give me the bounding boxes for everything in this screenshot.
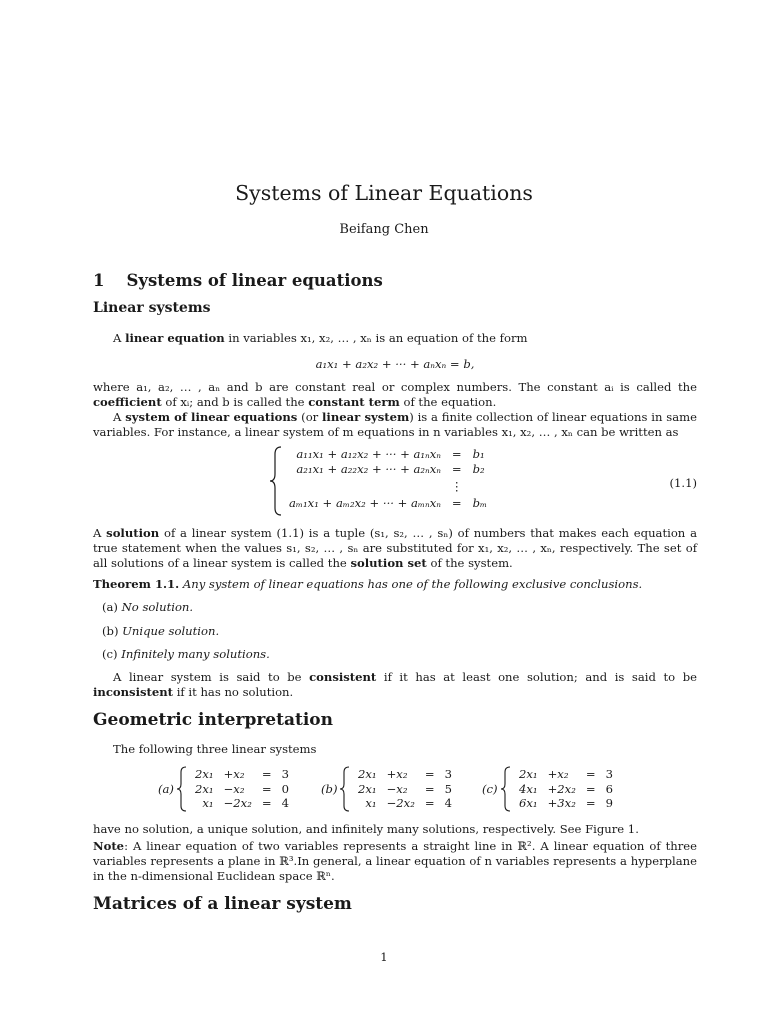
system-equations-table [284, 447, 492, 511]
term: 2x₁ [358, 781, 377, 796]
term: −x₂ [223, 781, 245, 796]
system-label: (a) [158, 782, 174, 796]
rhs: 5 [444, 781, 452, 796]
rhs: 3 [444, 767, 452, 781]
text: of the equation. [399, 395, 497, 410]
system-row [284, 496, 492, 511]
term-solution-set: solution set [350, 556, 427, 571]
term: x₁ [202, 796, 214, 810]
term: 4x₁ [519, 781, 538, 796]
term: 6x₁ [519, 796, 538, 810]
system-row [284, 447, 492, 462]
theorem-item-a [102, 600, 193, 615]
term-linear-equation: linear equation [125, 331, 225, 345]
system-label: (b) [321, 782, 338, 796]
text: of xᵢ; and b is called the [161, 395, 309, 410]
text: in variables x₁, x₂, … , xₙ is an equation of the form [224, 331, 528, 345]
paragraph-note [93, 839, 697, 885]
text: A linear system is said to be [113, 670, 310, 684]
rhs: 6 [605, 781, 613, 796]
term: −2x₂ [386, 796, 415, 810]
theorem-item-b [102, 624, 219, 639]
rhs: 0 [281, 781, 289, 796]
system-row [190, 767, 294, 782]
term-coefficient: coefficient [93, 395, 162, 410]
theorem-item-c [102, 647, 270, 662]
equals: = [451, 461, 462, 476]
note-text: : A linear equation of two variables represents a straight line in ℝ². A linear equation of three variables represents a plane in ℝ³.In general, a linear equation of n variables represents a hyperplane in the n-dimensional Euclidean space ℝⁿ. [93, 839, 697, 884]
equation-label: (1.1) [669, 476, 697, 490]
item-marker: (b) [102, 624, 119, 638]
equation-linear-form: a₁x₁ + a₂x₂ + ··· + aₙxₙ = b, [315, 357, 475, 371]
term: −x₂ [386, 781, 408, 796]
vertical-dots: ⋮ [450, 479, 463, 493]
text: A [93, 526, 107, 540]
author-name: Beifang Chen [339, 222, 429, 237]
system-row-vdots [284, 476, 492, 496]
system-row [353, 782, 457, 797]
term-linear-system: linear system [322, 410, 410, 424]
equals: = [424, 796, 435, 810]
text: of the system. [426, 556, 513, 571]
system-table [514, 767, 618, 811]
section-1-heading [93, 271, 383, 291]
equals: = [451, 447, 462, 461]
rhs: b₂ [472, 461, 485, 476]
note-label: Note [93, 839, 125, 853]
lhs: a₁₁x₁ + a₁₂x₂ + ··· + a₁ₙxₙ [296, 447, 441, 461]
general-linear-system [270, 446, 510, 516]
term-inconsistent: inconsistent [93, 685, 174, 700]
theorem-label: Theorem 1.1. [93, 577, 180, 591]
term-constant-term: constant term [308, 395, 400, 410]
section-title: Systems of linear equations [126, 271, 383, 290]
system-label: (c) [482, 782, 498, 796]
rhs: 3 [281, 767, 289, 781]
term: 2x₁ [195, 781, 214, 796]
term: +x₂ [547, 767, 569, 781]
paragraph-solution [93, 526, 697, 572]
system-row [353, 796, 457, 811]
item-text: Infinitely many solutions. [121, 647, 270, 661]
paragraph-consistent [93, 670, 697, 700]
left-brace-icon [500, 766, 512, 812]
equals: = [424, 781, 435, 796]
lhs: a₂₁x₁ + a₂₂x₂ + ··· + a₂ₙxₙ [296, 461, 441, 476]
term: −2x₂ [223, 796, 252, 810]
text: where a₁, a₂, … , aₙ and b are constant real or complex numbers. The constant aᵢ is called the [93, 380, 697, 394]
text: of a linear system (1.1) is a tuple (s₁, s₂, … , sₙ) of numbers that makes each equation a true statement when the values s₁, s₂, … , sₙ are substituted for x₁, x₂, … , xₙ, respectively. The set of all solutions of a linear system is called the [93, 526, 697, 571]
lhs [284, 476, 446, 496]
section-geometric-interpretation: Geometric interpretation [93, 710, 333, 730]
item-text: No solution. [121, 600, 194, 614]
term-consistent: consistent [309, 670, 377, 684]
rhs: bₘ [472, 496, 488, 510]
lhs: aₘ₁x₁ + aₘ₂x₂ + ··· + aₘₙxₙ [289, 496, 441, 510]
rhs: 4 [444, 796, 452, 810]
text: if it has no solution. [173, 685, 294, 700]
rhs: 3 [605, 767, 613, 781]
left-brace-icon [270, 446, 284, 516]
term: +x₂ [386, 767, 408, 781]
paper-title: Systems of Linear Equations [235, 181, 533, 205]
theorem-1-1 [93, 577, 697, 592]
system-table [190, 767, 294, 811]
text: ) is a finite collection of linear equations in same variables. For instance, a linear system of m equations in n variables x₁, x₂, … , xₙ can be written as [93, 410, 697, 440]
system-row [190, 782, 294, 797]
equals: = [424, 767, 435, 781]
rhs: 4 [281, 796, 289, 810]
rhs [468, 476, 493, 496]
paragraph-three-systems: The following three linear systems [113, 742, 317, 756]
subsection-linear-systems: Linear systems [93, 300, 211, 316]
term: 2x₁ [358, 767, 377, 781]
section-matrices: Matrices of a linear system [93, 894, 352, 914]
left-brace-icon [176, 766, 188, 812]
section-number: 1 [93, 271, 105, 290]
system-row [514, 796, 618, 811]
equals: = [585, 767, 596, 781]
system-table [353, 767, 457, 811]
system-row [284, 462, 492, 477]
theorem-statement: Any system of linear equations has one of the following exclusive conclusions. [179, 577, 643, 591]
paragraph-linear-equation [93, 331, 697, 346]
term: +2x₂ [547, 781, 576, 796]
page-number: 1 [380, 950, 388, 964]
text: (or [297, 410, 323, 424]
paragraph-linear-system-definition [93, 410, 697, 440]
system-row [190, 796, 294, 811]
item-text: Unique solution. [122, 624, 220, 638]
term: 2x₁ [519, 767, 538, 781]
term: +x₂ [223, 767, 245, 781]
equals: = [585, 781, 596, 796]
item-marker: (c) [102, 647, 118, 661]
rhs: b₁ [472, 447, 485, 461]
text: A [113, 410, 126, 424]
equals: = [261, 781, 272, 796]
equals: = [585, 796, 596, 810]
term: 2x₁ [195, 767, 214, 781]
rhs: 9 [605, 796, 613, 810]
term: +3x₂ [547, 796, 576, 810]
equals: = [261, 767, 272, 781]
term-system-of-linear-equations: system of linear equations [125, 410, 298, 424]
text: A [113, 331, 126, 345]
term-solution: solution [106, 526, 160, 540]
item-marker: (a) [102, 600, 118, 614]
equals: = [261, 796, 272, 810]
system-row [514, 782, 618, 797]
system-row [353, 767, 457, 782]
paragraph-coefficients [93, 380, 697, 410]
left-brace-icon [339, 766, 351, 812]
text: if it has at least one solution; and is said to be [376, 670, 697, 684]
paragraph-solutions-summary: have no solution, a unique solution, and infinitely many solutions, respectively. See Figure 1. [93, 822, 639, 836]
system-row [514, 767, 618, 782]
equals: = [451, 496, 462, 510]
term: x₁ [365, 796, 377, 810]
